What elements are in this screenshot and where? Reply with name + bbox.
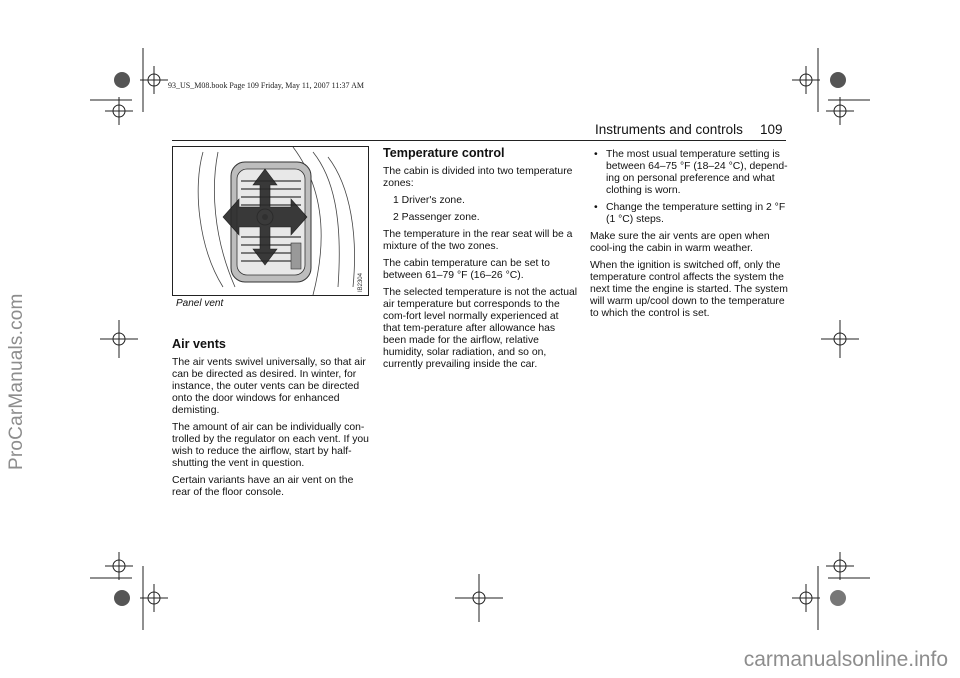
bullet-text: The most usual temperature setting is between 64–75 °F (18–24 °C), depend-ing on personal preference and what clothing is worn.: [606, 149, 788, 196]
paragraph: The selected temperature is not the actual air temperature but corresponds to the com-fort level normally experienced at that tem-perature after allowance has been made for the airflow, relative humidity, solar radiation, and so on, currently prevailing inside the car.: [383, 287, 578, 370]
panel-vent-figure: [172, 146, 369, 296]
paragraph: Make sure the air vents are open when cool-ing the cabin in warm weather.: [590, 231, 770, 254]
paragraph: The temperature in the rear seat will be a mixture of the two zones.: [383, 229, 573, 252]
header-rule: [172, 140, 786, 141]
zone-item: 2 Passenger zone.: [393, 212, 480, 223]
paragraph: The air vents swivel universally, so that air can be directed as desired. In winter, for instance, the outer vents can be directed onto the door windows for enhanced demisting.: [172, 357, 366, 416]
paragraph: The cabin is divided into two temperature zones:: [383, 166, 573, 189]
paragraph: Certain variants have an air vent on the rear of the floor console.: [172, 475, 354, 498]
bullet-text: Change the temperature setting in 2 °F (1 °C) steps.: [606, 202, 786, 225]
bullet-item: [590, 149, 788, 197]
book-file-meta: 93_US_M08.book Page 109 Friday, May 11, 2007 11:37 AM: [168, 81, 364, 90]
bullet-glyph: •: [594, 202, 598, 213]
paragraph: The amount of air can be individually con-trolled by the regulator on each vent. If you wish to reduce the airflow, start by half-shutting the vent in question.: [172, 422, 369, 469]
figure-caption: Panel vent: [176, 298, 224, 309]
right-column: [590, 149, 788, 325]
paragraph: When the ignition is switched off, only the temperature control affects the system the next time the engine is started. The system will warm up/cool down to the temperature to which the control is set.: [590, 260, 788, 319]
bullet-item: [590, 202, 788, 226]
left-column: [172, 337, 370, 504]
zone-item: 1 Driver's zone.: [393, 195, 465, 206]
figure-ref-code: IB2304: [358, 273, 364, 293]
bottom-watermark: carmanualsonline.info: [743, 648, 948, 671]
side-watermark: ProCarManuals.com: [6, 293, 27, 470]
paragraph: The cabin temperature can be set to between 61–79 °F (16–26 °C).: [383, 258, 550, 281]
middle-column: [383, 146, 578, 376]
air-vents-heading: Air vents: [172, 337, 226, 351]
page-number: 109: [760, 122, 783, 137]
bullet-glyph: •: [594, 149, 598, 160]
section-title: Instruments and controls: [595, 122, 743, 137]
temperature-control-heading: Temperature control: [383, 146, 505, 160]
panel-vent-illustration: [173, 147, 368, 295]
